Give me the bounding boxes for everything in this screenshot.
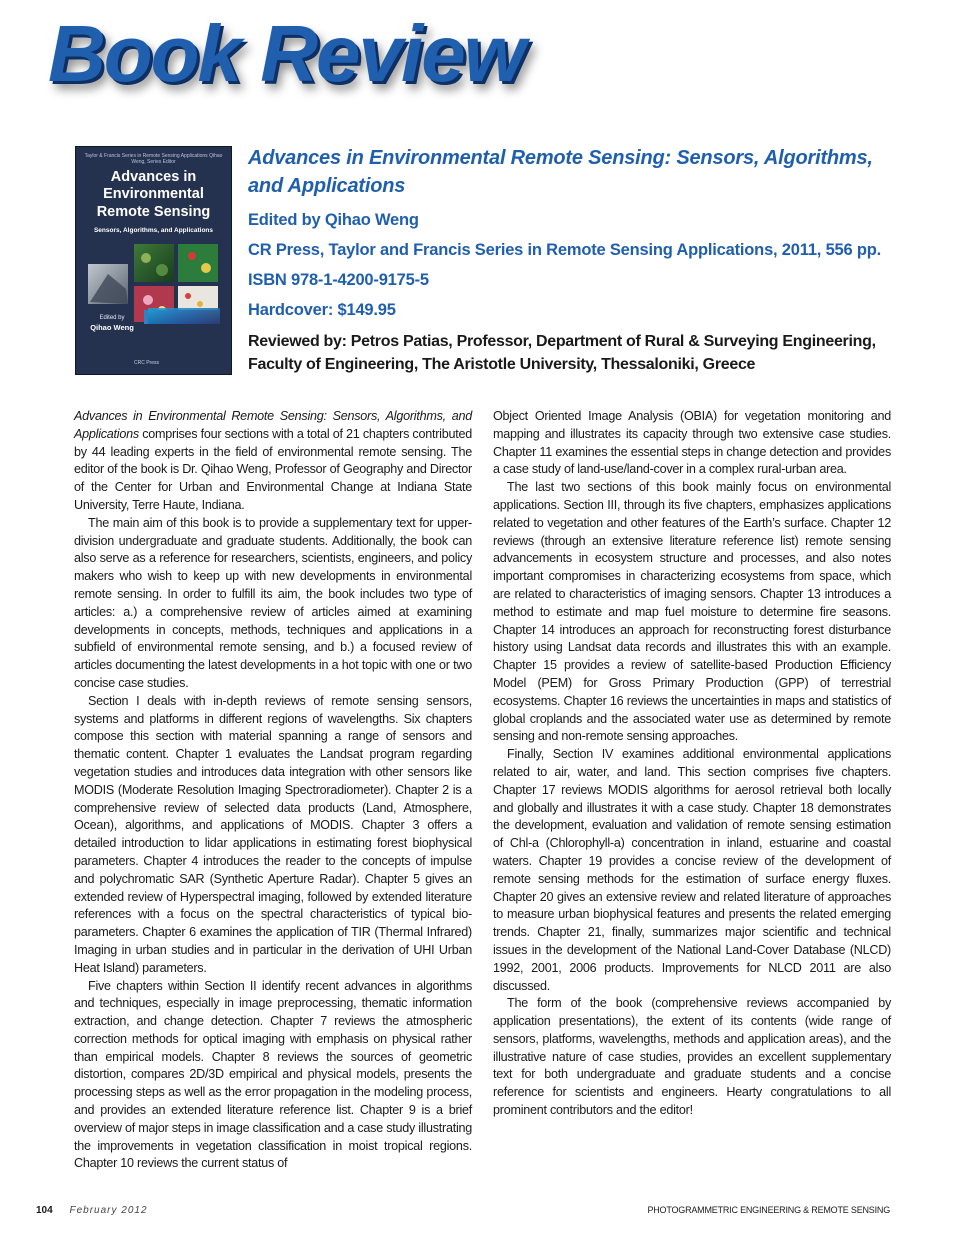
book-info — [248, 144, 908, 376]
paragraph — [74, 408, 472, 515]
book-title-italic: Advances in Environmental Remote Sensing: Sensors, Algorithms, and Applications — [74, 409, 472, 441]
paragraph: Section I deals with in-depth reviews of remote sensing sensors, systems and platforms in different regions of wavelengths. Six chapters compose this section with material spanning a range of sensors and thematic content. Chapter 1 evaluates the Landsat program regarding vegetation studies and introduces data integration with other sensors like MODIS (Moderate Resolution Imaging Spectroradiometer). Chapter 2 is a comprehensive review of selected data products (Land, Atmosphere, Ocean), algorithms, and applications of MODIS. Chapter 3 offers a detailed introduction to lidar applications in estimating forest biophysical parameters. Chapter 4 introduces the reader to the concepts of impulse and polychromatic SAR (Synthetic Aperture Radar). Chapter 5 gives an extended review of Hyperspectral imaging, followed by extended literature references with a focus on the spectral characteristics of typical bio-parameters. Chapter 6 examines the application of TIR (Thermal Infrared) Imaging in urban studies and in particular in the derivation of UHI Urban Heat Island) parameters. — [74, 693, 472, 975]
cover-series: Taylor & Francis Series in Remote Sensing Applications Qihao Weng, Series Editor — [84, 153, 223, 166]
page-footer-left — [36, 1205, 148, 1216]
book-title: Advances in Environmental Remote Sensing: Sensors, Algorithms, and Applications — [248, 147, 873, 197]
paragraph: The main aim of this book is to provide a supplementary text for upper-division undergraduate and graduate students. Additionally, the book can also serve as a reference for researchers, scientists, engineers, and policy makers who wish to keep up with new developments in environmental remote sensing. In order to fulfill its aim, the book includes two type of articles: a.) a comprehensive review of articles aimed at examining developments in concepts, methods, techniques and applications in a subfield of environmental remote sensing, and b.) a focused review of articles documenting the latest developments in a hot topic with one or two concise case studies. — [74, 515, 472, 690]
paragraph: Finally, Section IV examines additional environmental applications related to air, water, and land. This section comprises five chapters. Chapter 17 reviews MODIS algorithms for aerosol retrieval both locally and globally and illustrates it with a case study. Chapter 18 demonstrates the development, evaluation and validation of remote sensing estimation of Chl-a (Chlorophyll-a) concentration in inland, estuarine and coastal waters. Chapter 19 provides a concise review of the development of remote sensing methods for the estimation of surface energy fluxes. Chapter 20 gives an extensive review and related literature of approaches to measure urban biophysical features and presents the related emerging trends. Chapter 21, finally, summarizes major scientific and technical issues in the development of the National Land-Cover Database (NLCD) 1992, 2001, 2006 products. Improvements for NLCD 2011 are also discussed. — [493, 747, 891, 993]
body-column-right — [493, 408, 891, 1120]
cover-image-collage — [88, 244, 220, 324]
masthead-title: Book Review — [48, 9, 524, 98]
book-cover — [75, 146, 232, 375]
paragraph: Five chapters within Section II identify recent advances in algorithms and techniques, especially in image preprocessing, thematic information extraction, and change detection. Chapter 7 reviews the atmospheric correction methods for optical imaging with emphasis on physical rather than empirical models. Chapter 8 reviews the sources of geometric distortion, compares 2D/3D empirical and physical models, presents the processing steps as well as the error propagation in the modeling process, and provides an extended literature reference list. Chapter 9 is a brief overview of major steps in image classification and a case study illustrating the improvements in vegetation classification in moist tropical regions. Chapter 10 reviews the current status of — [74, 978, 472, 1171]
body-column-left — [74, 408, 472, 1173]
book-price: Hardcover: $149.95 — [248, 301, 396, 319]
book-publisher: CR Press, Taylor and Francis Series in Remote Sensing Applications, 2011, 556 pp. — [248, 241, 882, 259]
journal-name: PHOTOGRAMMETRIC ENGINEERING & REMOTE SENSING — [647, 1205, 890, 1215]
paragraph: The last two sections of this book mainly focus on environmental applications. Section III, through its five chapters, emphasizes applications related to vegetation and other features of the Earth’s surface. Chapter 12 reviews (through an extensive literature reference list) remote sensing advancements in ecosystem structure and processes, and also notes important compromises in characterizing ecosystems from space, which are related to characteristics of imaging sensors. Chapter 13 introduces a method to estimate and map fuel moisture to determine fire seasons. Chapter 14 introduces an approach for reconstructing forest disturbance history using Landsat data records and illustrates this with an example. Chapter 15 provides a review of satellite-based Production Efficiency Model (PEM) for Gross Primary Production (GPP) of terrestrial ecosystems. Chapter 16 reviews the uncertainties in maps and statistics of global croplands and the associated water use as determined by remote sensing and non-remote sensing approaches. — [493, 480, 891, 744]
reviewer-credit: Reviewed by: Petros Patias, Professor, Department of Rural & Surveying Engineering, Faculty of Engineering, The Aristotle University, Thessaloniki, Greece — [248, 333, 876, 373]
cover-subtitle: Sensors, Algorithms, and Applications — [93, 227, 214, 234]
paragraph: Object Oriented Image Analysis (OBIA) for vegetation monitoring and mapping and illustrates its capacity through two extensive case studies. Chapter 11 examines the essential steps in change detection and provides a case study of land-use/land-cover in a complex rural-urban area. — [493, 409, 891, 477]
book-editor: Edited by Qihao Weng — [248, 211, 419, 229]
paragraph: The form of the book (comprehensive reviews accompanied by application presentations), the extent of its contents (wide range of sensors, platforms, wavelengths, methods and application areas), and the illustrative nature of case studies, provides an excellent supplementary text for both undergraduate and graduate students and a concise reference for scientists and engineers. Hearty congratulations to all prominent contributors and the editor! — [493, 996, 891, 1118]
paragraph-text: comprises four sections with a total of 21 chapters contributed by 44 leading experts in the field of environmental remote sensing. The editor of the book is Dr. Qihao Weng, Professor of Geography and Director of the Center for Urban and Environmental Change at Indiana State University, Terre Haute, Indiana. — [74, 426, 472, 512]
book-isbn: ISBN 978-1-4200-9175-5 — [248, 271, 429, 289]
cover-editor-name: Qihao Weng — [90, 322, 134, 332]
cover-edited-by: Edited by — [99, 315, 125, 321]
cover-title: Advances in Environmental Remote Sensing — [96, 169, 211, 220]
page-number: 104 — [36, 1205, 53, 1216]
cover-publisher-logo: CRC Press — [134, 360, 160, 366]
cover-editor — [82, 315, 142, 333]
issue-date: February 2012 — [69, 1205, 148, 1216]
